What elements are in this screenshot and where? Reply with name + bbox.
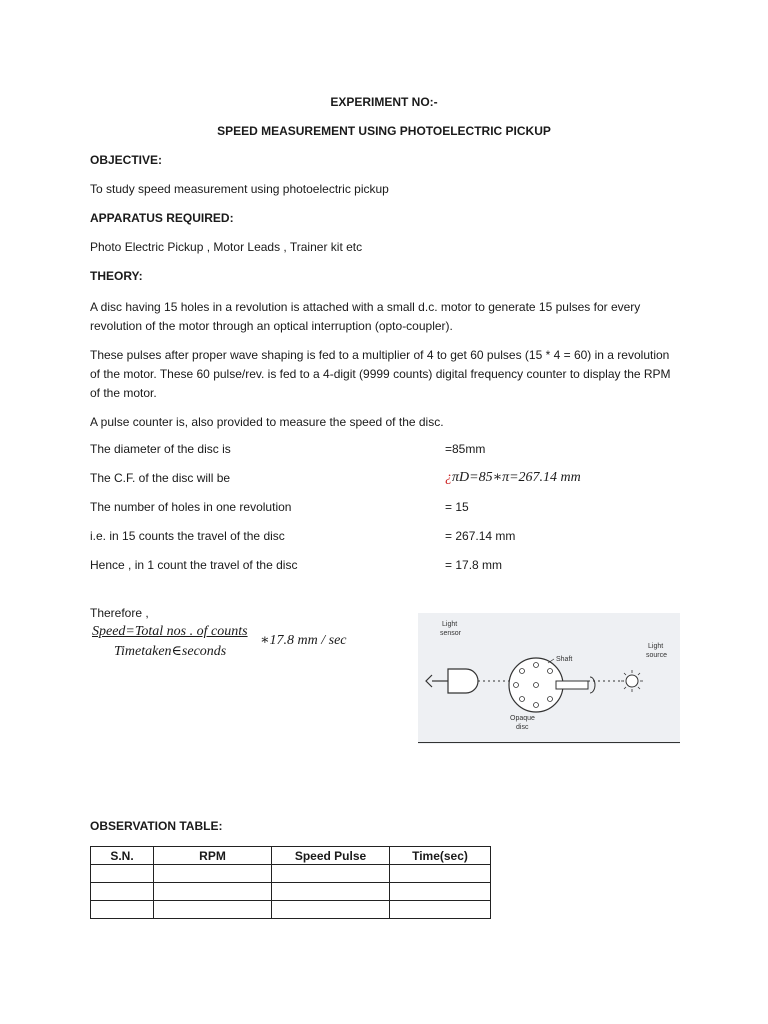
table-row [91, 901, 491, 919]
table-cell [154, 883, 272, 901]
opaque-disc-icon [509, 658, 563, 712]
diagram-underline [418, 742, 680, 743]
table-cell [154, 865, 272, 883]
table-cell [154, 901, 272, 919]
calc-value-holes: = 15 [445, 500, 469, 514]
svg-text:disc: disc [516, 724, 529, 731]
calc-value-prefix: ¿ [445, 470, 452, 485]
calc-label-travel-1: Hence , in 1 count the travel of the disc [90, 558, 298, 572]
theory-heading: THEORY: [90, 269, 143, 283]
apparatus-text: Photo Electric Pickup , Motor Leads , Trainer kit etc [90, 240, 363, 254]
table-header-row [91, 847, 491, 865]
observation-heading: OBSERVATION TABLE: [90, 819, 223, 833]
calc-value-travel-1: = 17.8 mm [445, 558, 503, 572]
table-cell [91, 883, 154, 901]
calc-value-circumference [445, 469, 581, 486]
light-source-label: Light [648, 643, 664, 650]
table-row [91, 883, 491, 901]
experiment-number: EXPERIMENT NO:- [330, 95, 438, 109]
theory-paragraph-3: A pulse counter is, also provided to measure the speed of the disc. [90, 415, 444, 429]
table-cell [91, 901, 154, 919]
theory-paragraph-1: A disc having 15 holes in a revolution is attached with a small d.c. motor to generate 15 pulses for every revolution of the motor through an optical interruption (opto-coupler). [90, 300, 641, 333]
calc-value-travel-15: = 267.14 mm [445, 529, 516, 543]
calc-label-diameter: The diameter of the disc is [90, 442, 231, 456]
formula-multiplier: ∗17.8 mm / sec [260, 633, 347, 648]
opaque-disc-label: Opaque [510, 715, 535, 722]
svg-text:sensor: sensor [440, 630, 462, 637]
table-cell [390, 865, 491, 883]
calc-value-diameter: =85mm [445, 442, 486, 456]
table-cell [272, 865, 390, 883]
col-header-sn: S.N. [91, 847, 154, 865]
photoelectric-pickup-diagram [418, 613, 680, 744]
table-cell [91, 865, 154, 883]
light-sensor-label: Light [442, 621, 458, 628]
table-cell [390, 901, 491, 919]
objective-text: To study speed measurement using photoelectric pickup [90, 182, 389, 196]
calc-label-travel-15: i.e. in 15 counts the travel of the disc [90, 529, 285, 543]
objective-heading: OBJECTIVE: [90, 153, 163, 167]
col-header-speed-pulse: Speed Pulse [272, 847, 390, 865]
calc-label-circumference: The C.F. of the disc will be [90, 471, 231, 485]
calc-value-formula: πD=85∗π=267.14 mm [452, 470, 581, 485]
observation-table [90, 846, 491, 919]
document-title: SPEED MEASUREMENT USING PHOTOELECTRIC PICKUP [217, 124, 551, 138]
apparatus-heading: APPARATUS REQUIRED: [90, 211, 234, 225]
table-cell [390, 883, 491, 901]
shaft-label: Shaft [556, 656, 573, 663]
table-cell [272, 901, 390, 919]
formula-denominator: Timetaken∈seconds [114, 644, 227, 659]
calc-label-holes: The number of holes in one revolution [90, 500, 292, 514]
table-cell [272, 883, 390, 901]
theory-paragraph-2: These pulses after proper wave shaping is fed to a multiplier of 4 to get 60 pulses (15 * 4 = 60) in a revolution of the motor. These 60 pulse/rev. is fed to a 4-digit (9999 counts) digital frequency counter to display the RPM of the motor. [90, 348, 671, 400]
col-header-rpm: RPM [154, 847, 272, 865]
formula-numerator: Speed=Total nos . of counts [92, 624, 248, 639]
col-header-time: Time(sec) [390, 847, 491, 865]
table-row [91, 865, 491, 883]
svg-text:source: source [646, 652, 668, 659]
therefore-text: Therefore , [90, 606, 149, 620]
